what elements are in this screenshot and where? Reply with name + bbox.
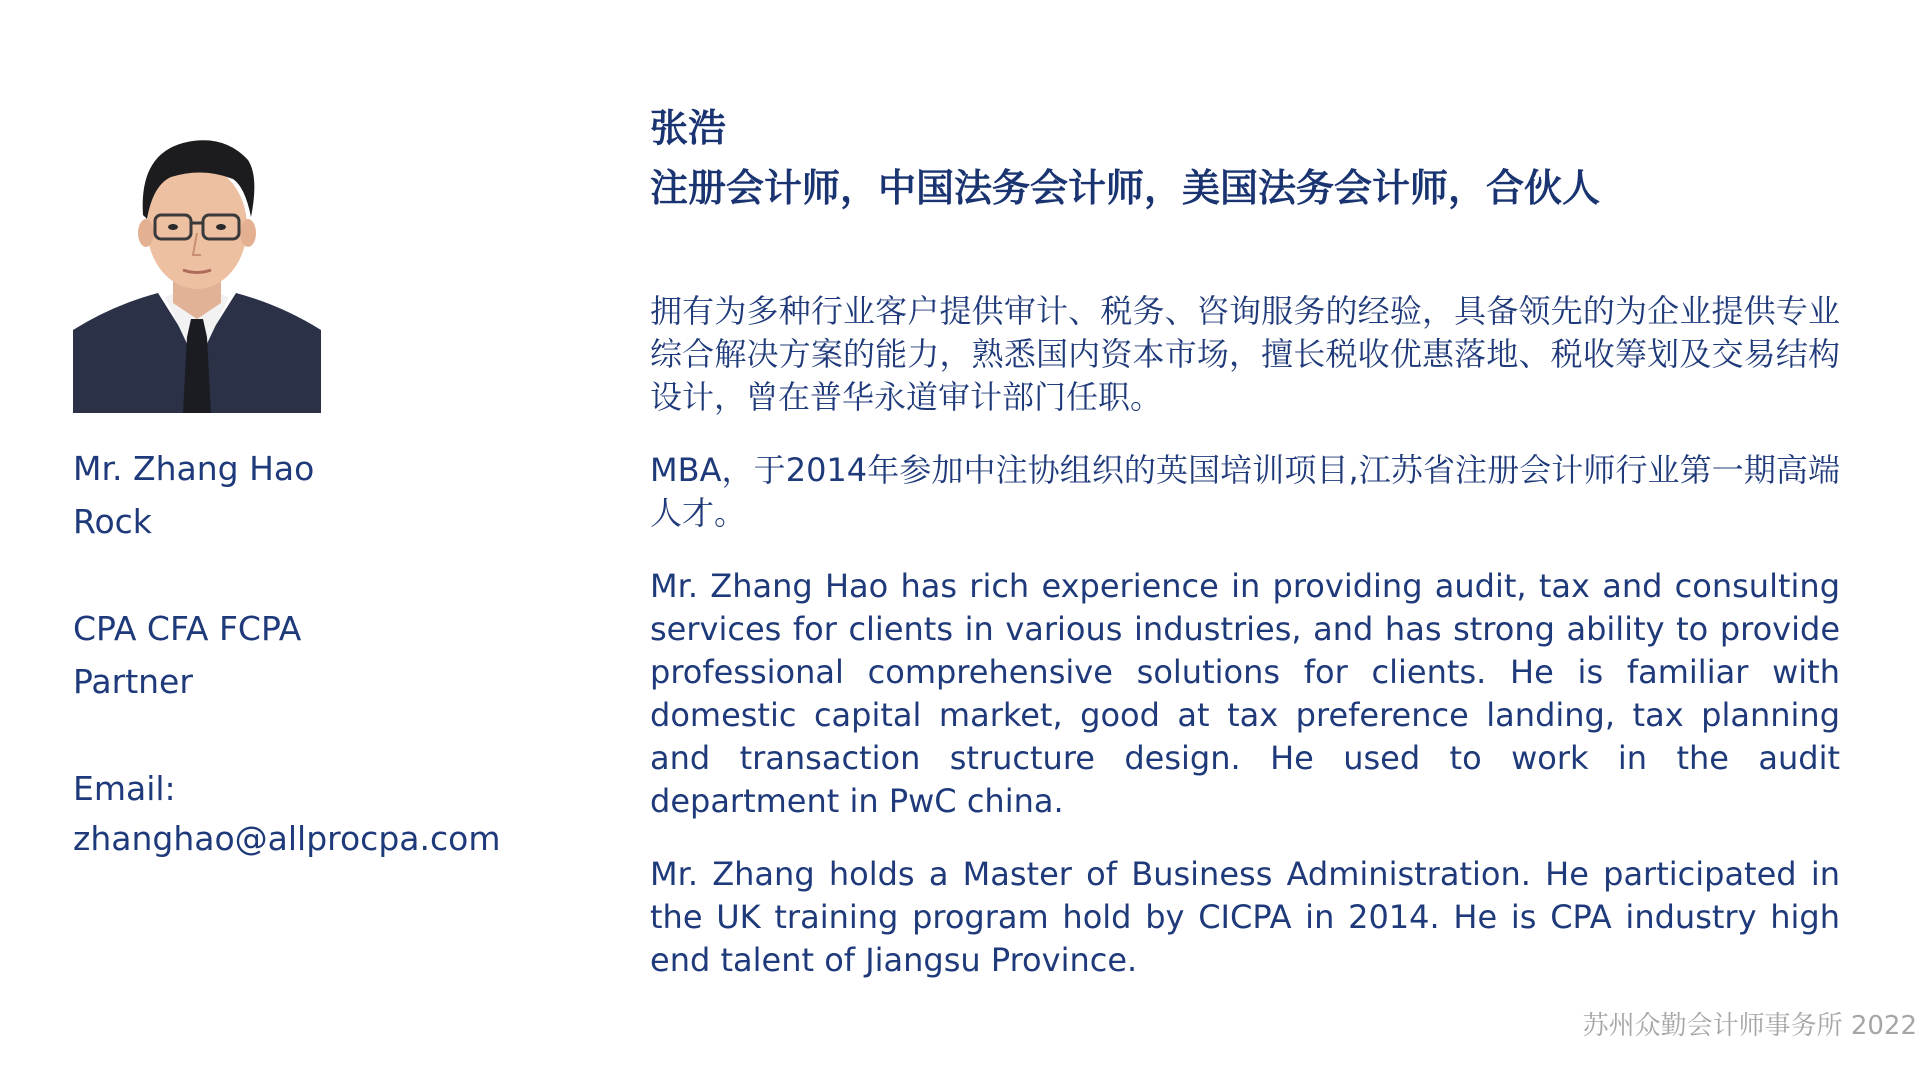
name-chinese: 张浩 bbox=[650, 106, 727, 150]
email-link[interactable]: zhanghao@allprocpa.com bbox=[73, 819, 501, 858]
bio-paragraph-cn-education: MBA，于2014年参加中注协组织的英国培训项目,江苏省注册会计师行业第一期高端人才。 bbox=[650, 451, 1840, 532]
name-english: Mr. Zhang Hao bbox=[73, 449, 315, 488]
nickname: Rock bbox=[73, 502, 152, 541]
title-chinese: 注册会计师，中国法务会计师，美国法务会计师，合伙人 bbox=[650, 166, 1601, 210]
bio-section bbox=[650, 98, 1840, 982]
footer-firm-name: 苏州众勤会计师事务所 2022 bbox=[1582, 1011, 1917, 1041]
portrait-photo bbox=[73, 115, 321, 413]
bio-paragraph-en-experience: Mr. Zhang Hao has rich experience in providing audit, tax and consulting services for clients in various industries, and has strong ability to provide professional comprehensive solutions for clients. He is familiar with domestic capital market, good at tax preference landing, tax planning and transaction structure design. He used to work in the audit department in PwC china. bbox=[650, 567, 1840, 820]
bio-paragraph-cn-experience: 拥有为多种行业客户提供审计、税务、咨询服务的经验，具备领先的为企业提供专业综合解决方案的能力，熟悉国内资本市场，擅长税收优惠落地、税收筹划及交易结构设计，曾在普华永道审计部门任职。 bbox=[650, 292, 1840, 416]
contact-card bbox=[73, 442, 593, 863]
portrait-illustration bbox=[73, 115, 321, 413]
role: Partner bbox=[73, 662, 193, 701]
email-label: Email: bbox=[73, 769, 176, 808]
credentials: CPA CFA FCPA bbox=[73, 609, 302, 648]
bio-paragraph-en-education: Mr. Zhang holds a Master of Business Administration. He participated in the UK training program hold by CICPA in 2014. He is CPA industry high end talent of Jiangsu Province. bbox=[650, 855, 1840, 979]
